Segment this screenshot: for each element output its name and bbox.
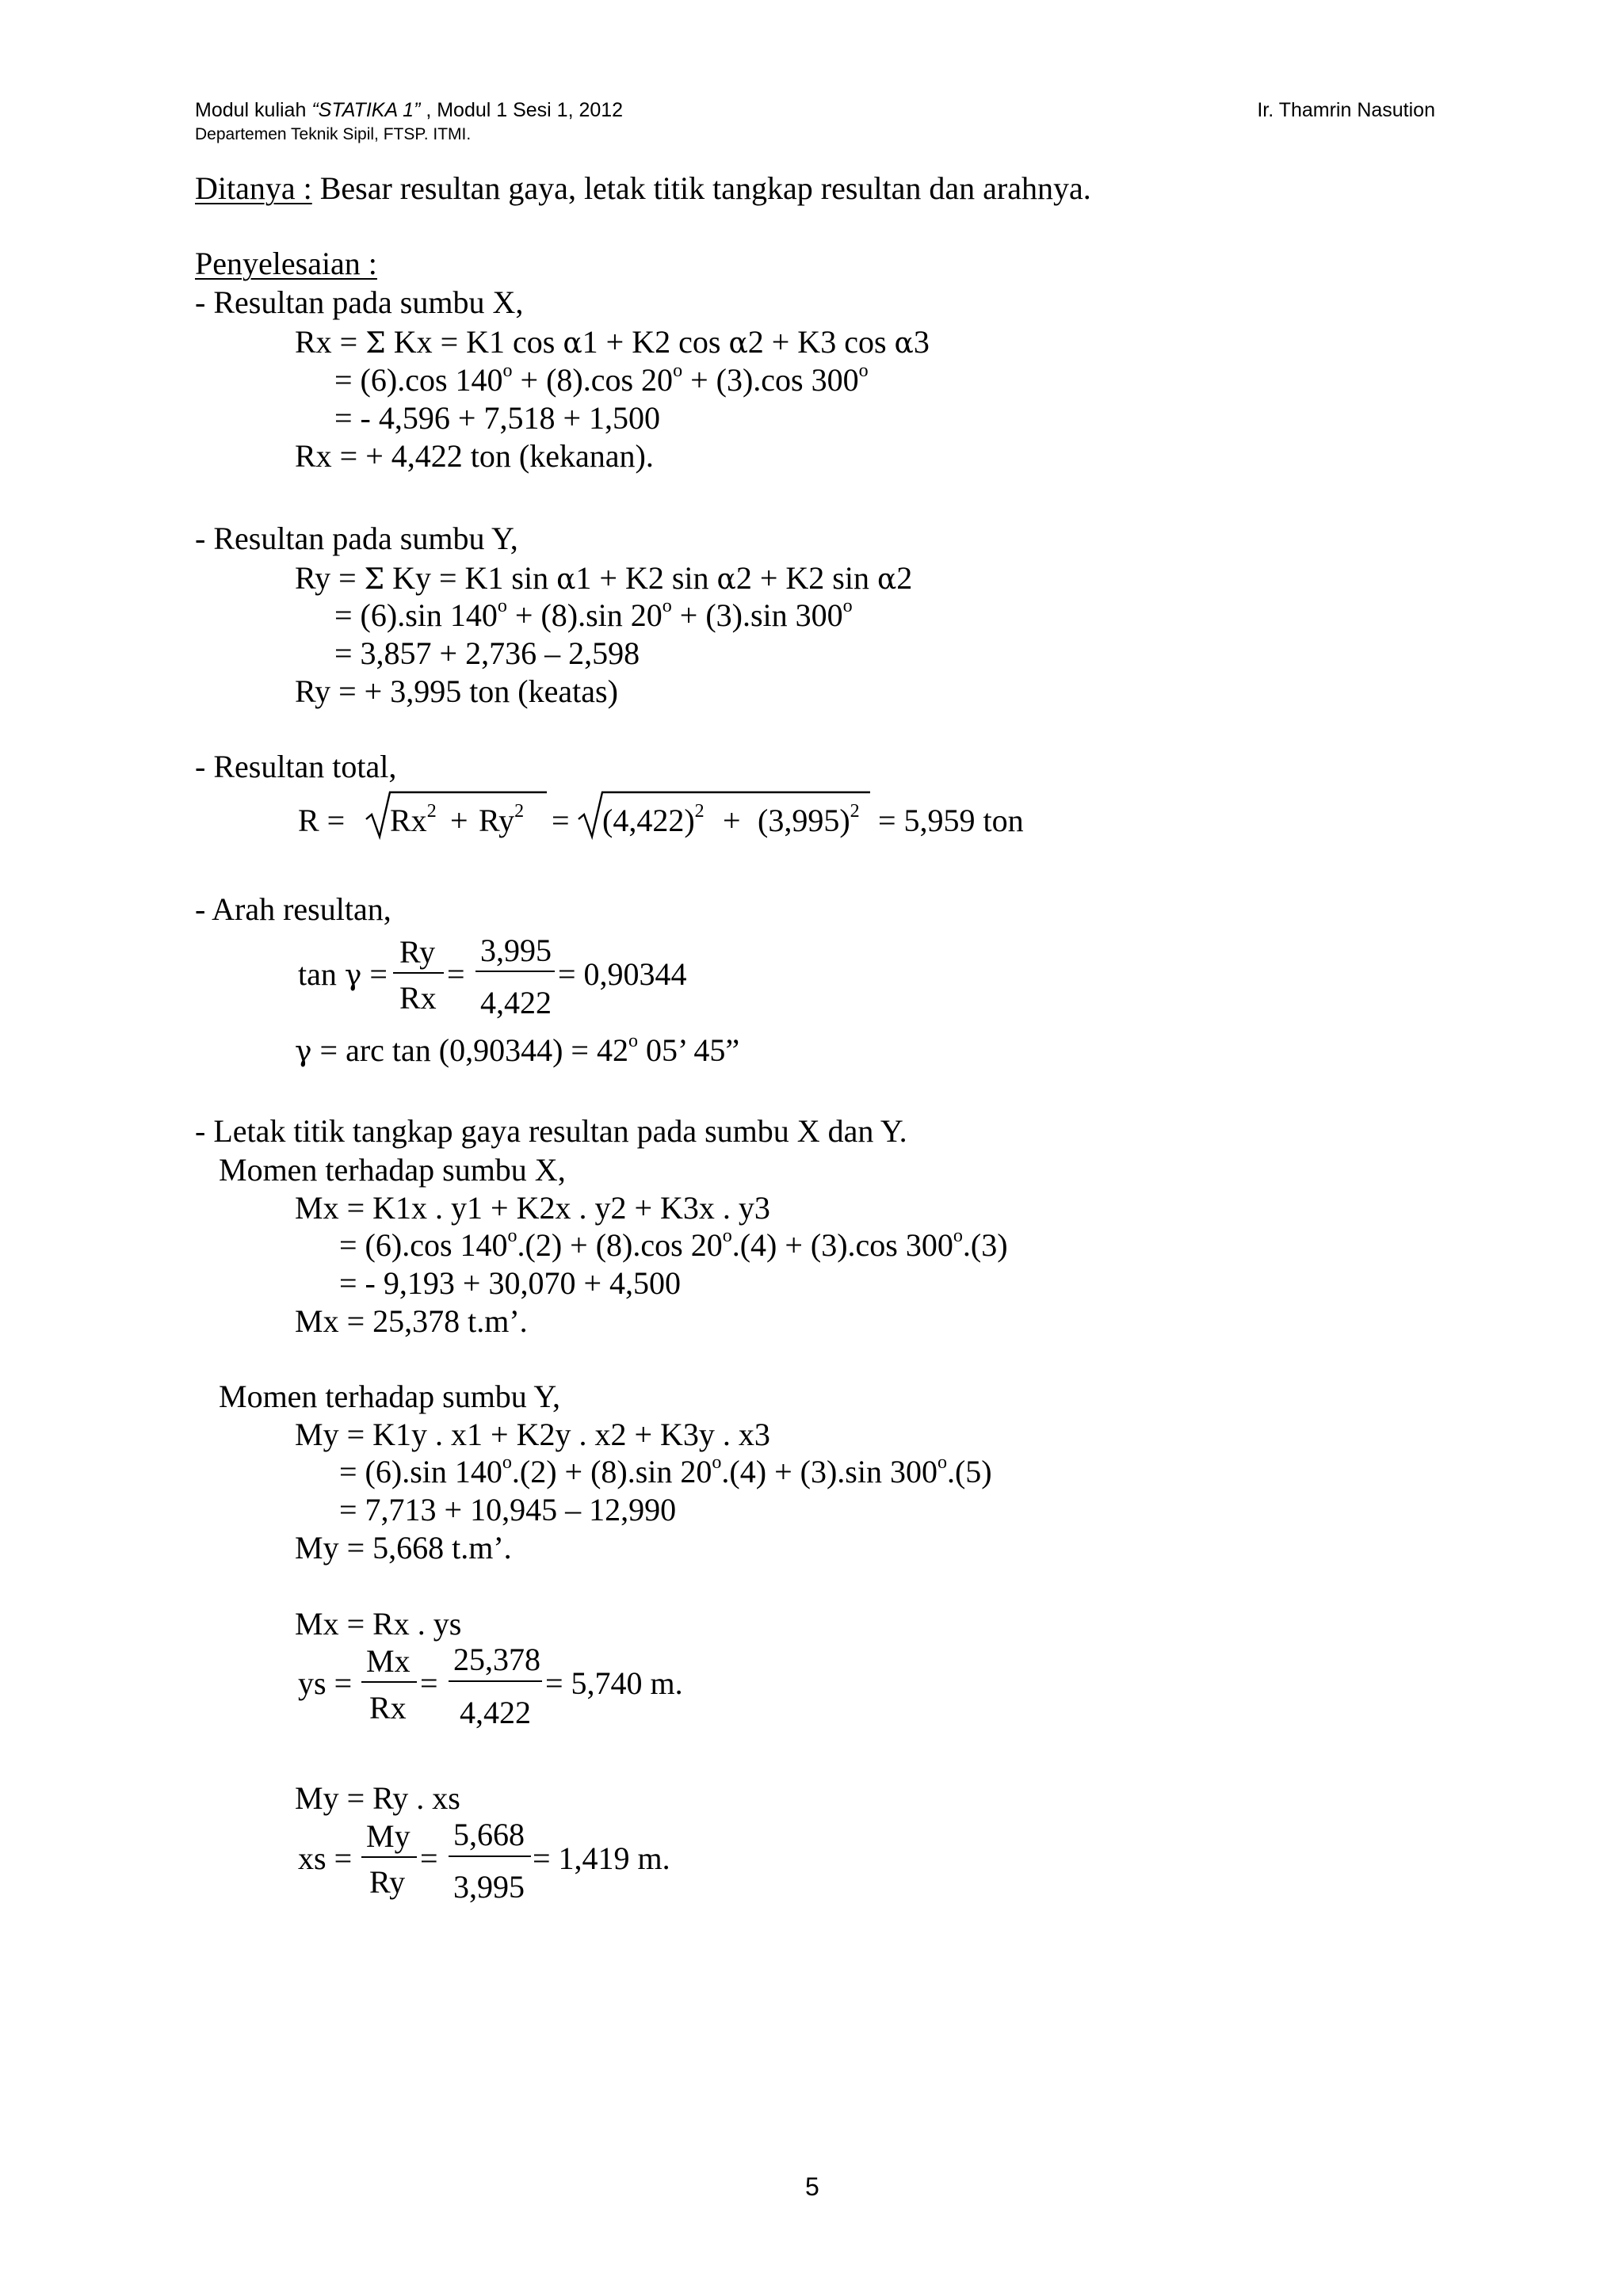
fraction-bar <box>449 1855 531 1857</box>
ry-result: Ry = + 3,995 ton (keatas) <box>295 673 618 709</box>
ry-values: = 3,857 + 2,736 – 2,598 <box>334 635 640 671</box>
page-number: 5 <box>805 2172 819 2201</box>
frac2-num: 3,995 <box>480 933 552 968</box>
alpha-symbol: α <box>556 563 576 596</box>
tan-result: = 0,90344 <box>558 956 687 992</box>
direction-heading: - Arah resultan, <box>195 891 391 927</box>
total-rx-term: Rx$^2$ <box>390 801 437 838</box>
rx-result: Rx = + 4,422 ton (kekanan). <box>295 438 654 474</box>
ys-equation: Mx = Rx . ys <box>295 1606 462 1642</box>
header-course-prefix: Modul kuliah <box>195 99 312 121</box>
my-heading: Momen terhadap sumbu Y, <box>219 1379 561 1414</box>
my-result: My = 5,668 t.m’. <box>295 1530 512 1566</box>
ry-substitution: = (6).sin $140^o + (8).\sin$ $20^o + (3).\sin$ 300$^o$ <box>334 596 853 633</box>
fraction-bar <box>361 1856 417 1858</box>
frac1-num: Ry <box>399 934 436 970</box>
xs-num1: My <box>366 1818 411 1854</box>
question-text: Besar resultan gaya, letak titik tangkap resultan dan arahnya. <box>311 170 1091 206</box>
mx-result: Mx = 25,378 t.m’. <box>295 1303 528 1339</box>
total-heading: - Resultan total, <box>195 749 397 784</box>
frac1-den: Rx <box>399 980 437 1016</box>
ry-formula: Ry = Σ Ky = K1 sin α1 + K2 sin α2 + K2 sin α2 <box>295 560 913 596</box>
ys-den2: 4,422 <box>460 1695 531 1730</box>
gamma-angle: γ = arc $\tan (0,90344) = 42^o$ 05’ 45” <box>295 1031 740 1068</box>
sigma-symbol: Σ <box>364 563 385 596</box>
xs-den2: 3,995 <box>453 1869 525 1905</box>
mx-formula: Mx = K1x . y1 + K2x . y2 + K3x . y3 <box>295 1190 770 1226</box>
alpha-symbol: α <box>716 563 736 596</box>
gamma-symbol: γ <box>344 959 362 992</box>
xs-result: = 1,419 m. <box>533 1840 670 1876</box>
question-label: Ditanya : <box>195 170 312 206</box>
total-val2: $(3,995)^2$ <box>758 801 860 838</box>
solution-label: Penyelesaian : <box>195 246 377 281</box>
alpha-symbol: α <box>563 327 582 360</box>
ys-result: = 5,740 m. <box>545 1665 683 1701</box>
header-course <box>195 101 623 120</box>
fraction-bar <box>475 971 555 972</box>
ry-heading: - Resultan pada sumbu Y, <box>195 521 518 556</box>
xs-eq: = <box>420 1840 438 1876</box>
fraction-bar <box>393 972 444 974</box>
rx-substitution: = (6).cos $140^o + (8).\cos$ $20^o + (3).\cos$ 300$^o$ <box>334 360 869 398</box>
ys-label: ys = <box>298 1665 353 1701</box>
xs-num2: 5,668 <box>453 1817 525 1852</box>
fraction-bar <box>449 1680 542 1682</box>
ys-eq: = <box>420 1665 438 1701</box>
alpha-symbol: α <box>876 563 897 596</box>
my-values: = 7,713 + 10,945 – 12,990 <box>339 1492 677 1527</box>
rx-formula: Rx = Σ Kx = K1 cos α1 + K2 cos α2 + K3 cos α3 <box>295 324 930 360</box>
ys-den1: Rx <box>369 1690 407 1726</box>
sigma-symbol: Σ <box>365 327 386 360</box>
xs-equation: My = Ry . xs <box>295 1780 460 1816</box>
ys-num2: 25,378 <box>453 1642 540 1677</box>
total-val1: $(4,422)^2$ <box>602 801 705 838</box>
header-department: Departemen Teknik Sipil, FTSP. ITMI. <box>195 125 472 143</box>
total-plus2: + <box>723 803 741 838</box>
total-r-eq: R = <box>298 803 346 838</box>
gamma-symbol: γ <box>295 1035 312 1068</box>
total-result: = 5,959 ton <box>878 803 1024 838</box>
mx-heading: Momen terhadap sumbu X, <box>219 1152 566 1188</box>
my-substitution: = (6).sin $140^o.(2) + (8).\sin$ $20^o.(4) + (3).\sin$ 300$^o$.(5) <box>339 1452 992 1489</box>
header-author: Ir. Thamrin Nasution <box>1257 99 1435 121</box>
mx-substitution: = (6).cos $140^o.(2) + (8).\cos$ $20^o.(4) + (3).\cos$ 300$^o$.(3) <box>339 1226 1008 1263</box>
total-eq: = <box>552 803 570 838</box>
fraction-bar <box>361 1681 417 1683</box>
my-formula: My = K1y . x1 + K2y . x2 + K3y . x3 <box>295 1417 770 1452</box>
rx-heading: - Resultan pada sumbu X, <box>195 284 524 320</box>
moment-heading: - Letak titik tangkap gaya resultan pada sumbu X dan Y. <box>195 1113 907 1149</box>
ys-num1: Mx <box>366 1643 411 1679</box>
total-ry-term: Ry$^2$ <box>479 801 525 838</box>
rx-values: = - 4,596 + 7,518 + 1,500 <box>334 400 660 436</box>
frac-eq: = <box>447 956 465 992</box>
xs-den1: Ry <box>369 1864 406 1900</box>
header-course-name: “STATIKA 1” <box>311 99 421 121</box>
tan-label: tan γ = <box>298 956 388 992</box>
xs-label: xs = <box>298 1840 353 1876</box>
total-plus: + <box>450 803 468 838</box>
alpha-symbol: α <box>728 327 748 360</box>
frac2-den: 4,422 <box>480 985 552 1020</box>
mx-values: = - 9,193 + 30,070 + 4,500 <box>339 1265 681 1301</box>
header-course-suffix: , Modul 1 Sesi 1, 2012 <box>420 99 624 121</box>
question-line <box>195 170 1091 206</box>
alpha-symbol: α <box>894 327 914 360</box>
